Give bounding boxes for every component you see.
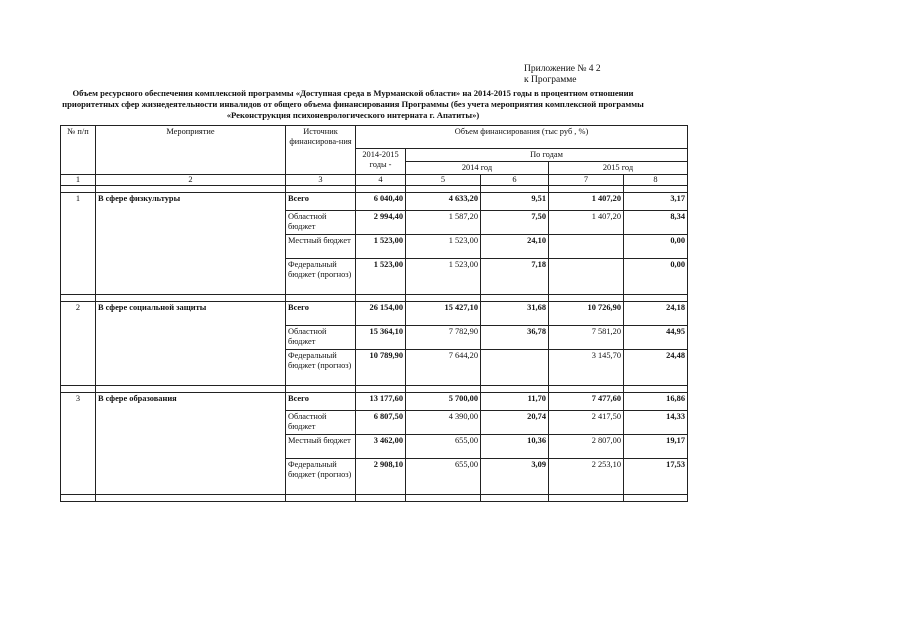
funding-source: Всего [286,302,356,326]
col-number: 7 [549,175,624,186]
separator-cell [624,495,688,502]
header-num: № п/п [61,126,96,175]
separator-cell [406,386,481,393]
appendix-line-2: к Программе [524,75,577,85]
percent-2015: 0,00 [624,259,688,295]
total-amount: 6 040,40 [356,193,406,211]
total-amount: 2 994,40 [356,211,406,235]
total-amount: 26 154,00 [356,302,406,326]
amount-2014: 1 523,00 [406,235,481,259]
total-amount: 13 177,60 [356,393,406,411]
percent-2015: 24,18 [624,302,688,326]
funding-source: Федеральный бюджет (прогноз) [286,350,356,386]
amount-2015: 2 807,00 [549,435,624,459]
header-total-years: 2014-2015 годы - [356,149,406,175]
separator-cell [286,386,356,393]
separator-cell [481,295,549,302]
percent-2014: 11,70 [481,393,549,411]
separator-cell [406,495,481,502]
separator-cell [624,186,688,193]
total-amount: 6 807,50 [356,411,406,435]
separator-cell [96,295,286,302]
separator-cell [356,295,406,302]
separator-cell [286,295,356,302]
header-year-2014: 2014 год [406,162,549,175]
amount-2015: 1 407,20 [549,211,624,235]
total-amount: 15 364,10 [356,326,406,350]
amount-2014: 4 633,20 [406,193,481,211]
amount-2015: 7 581,20 [549,326,624,350]
section-name: В сфере образования [96,393,286,495]
table-row [61,193,688,211]
percent-2014: 24,10 [481,235,549,259]
separator-cell [624,386,688,393]
amount-2015: 3 145,70 [549,350,624,386]
percent-2015: 0,00 [624,235,688,259]
amount-2014: 655,00 [406,435,481,459]
funding-source: Местный бюджет [286,435,356,459]
funding-source: Областной бюджет [286,411,356,435]
amount-2014: 5 700,00 [406,393,481,411]
separator-cell [61,495,96,502]
separator-cell [549,495,624,502]
separator-cell [406,186,481,193]
separator-cell [481,495,549,502]
percent-2015: 17,53 [624,459,688,495]
separator-cell [549,386,624,393]
table-header [61,126,688,186]
total-amount: 1 523,00 [356,235,406,259]
separator-cell [96,186,286,193]
header-by-years: По годам [406,149,688,162]
col-number: 1 [61,175,96,186]
header-source: Источник финансирова-ния [286,126,356,175]
amount-2015: 1 407,20 [549,193,624,211]
separator-cell [286,186,356,193]
funding-source: Всего [286,393,356,411]
separator-cell [286,495,356,502]
funding-source: Всего [286,193,356,211]
funding-source: Федеральный бюджет (прогноз) [286,459,356,495]
section-number: 1 [61,193,96,295]
percent-2015: 14,33 [624,411,688,435]
table-body [61,186,688,502]
percent-2014 [481,350,549,386]
separator-cell [356,386,406,393]
percent-2015: 19,17 [624,435,688,459]
col-number: 6 [481,175,549,186]
document-title: Объем ресурсного обеспечения комплексной программы «Доступная среда в Мурманской области» на 2014-2015 годы в процентном отношении приоритетных сфер жизнедеятельности инвалидов от общего объема финансирования Программы (без учета мероприятия комплексной программы «Реконструкция психоневрологического интерната г. Апатиты») [62,88,644,120]
separator-cell [61,386,96,393]
col-number: 3 [286,175,356,186]
separator-cell [61,295,96,302]
percent-2015: 16,86 [624,393,688,411]
amount-2015: 2 417,50 [549,411,624,435]
funding-source: Федеральный бюджет (прогноз) [286,259,356,295]
total-amount: 10 789,90 [356,350,406,386]
amount-2015: 7 477,60 [549,393,624,411]
separator-cell [549,186,624,193]
separator-cell [96,495,286,502]
percent-2015: 24,48 [624,350,688,386]
percent-2014: 7,18 [481,259,549,295]
separator-cell [406,295,481,302]
header-year-2015: 2015 год [549,162,688,175]
table-row [61,302,688,326]
separator-cell [96,386,286,393]
section-number: 2 [61,302,96,386]
section-number: 3 [61,393,96,495]
amount-2015 [549,235,624,259]
col-number: 8 [624,175,688,186]
header-event: Мероприятие [96,126,286,175]
amount-2014: 655,00 [406,459,481,495]
percent-2015: 8,34 [624,211,688,235]
col-number: 2 [96,175,286,186]
separator-cell [624,295,688,302]
separator-cell [356,495,406,502]
total-amount: 3 462,00 [356,435,406,459]
percent-2014: 9,51 [481,193,549,211]
section-separator [61,186,688,193]
amount-2015 [549,259,624,295]
separator-cell [481,186,549,193]
amount-2014: 1 587,20 [406,211,481,235]
percent-2015: 3,17 [624,193,688,211]
section-name: В сфере социальной защиты [96,302,286,386]
percent-2014: 31,68 [481,302,549,326]
col-number: 4 [356,175,406,186]
funding-source: Областной бюджет [286,211,356,235]
section-separator [61,295,688,302]
funding-source: Местный бюджет [286,235,356,259]
amount-2014: 15 427,10 [406,302,481,326]
percent-2014: 3,09 [481,459,549,495]
amount-2015: 2 253,10 [549,459,624,495]
percent-2014: 36,78 [481,326,549,350]
funding-source: Областной бюджет [286,326,356,350]
percent-2014: 20,74 [481,411,549,435]
amount-2014: 1 523,00 [406,259,481,295]
separator-cell [549,295,624,302]
percent-2015: 44,95 [624,326,688,350]
appendix-line-1: Приложение № 4 2 [524,64,601,74]
column-numbers-row [61,175,688,186]
section-separator [61,386,688,393]
separator-cell [61,186,96,193]
percent-2014: 7,50 [481,211,549,235]
appendix-label [524,64,601,86]
table-end-row [61,495,688,502]
amount-2015: 10 726,90 [549,302,624,326]
amount-2014: 7 644,20 [406,350,481,386]
separator-cell [481,386,549,393]
percent-2014: 10,36 [481,435,549,459]
table-row [61,393,688,411]
section-name: В сфере физкультуры [96,193,286,295]
amount-2014: 7 782,90 [406,326,481,350]
col-number: 5 [406,175,481,186]
amount-2014: 4 390,00 [406,411,481,435]
separator-cell [356,186,406,193]
total-amount: 2 908,10 [356,459,406,495]
total-amount: 1 523,00 [356,259,406,295]
financing-table [60,125,688,502]
header-volume: Объем финансирования (тыс руб , %) [356,126,688,149]
